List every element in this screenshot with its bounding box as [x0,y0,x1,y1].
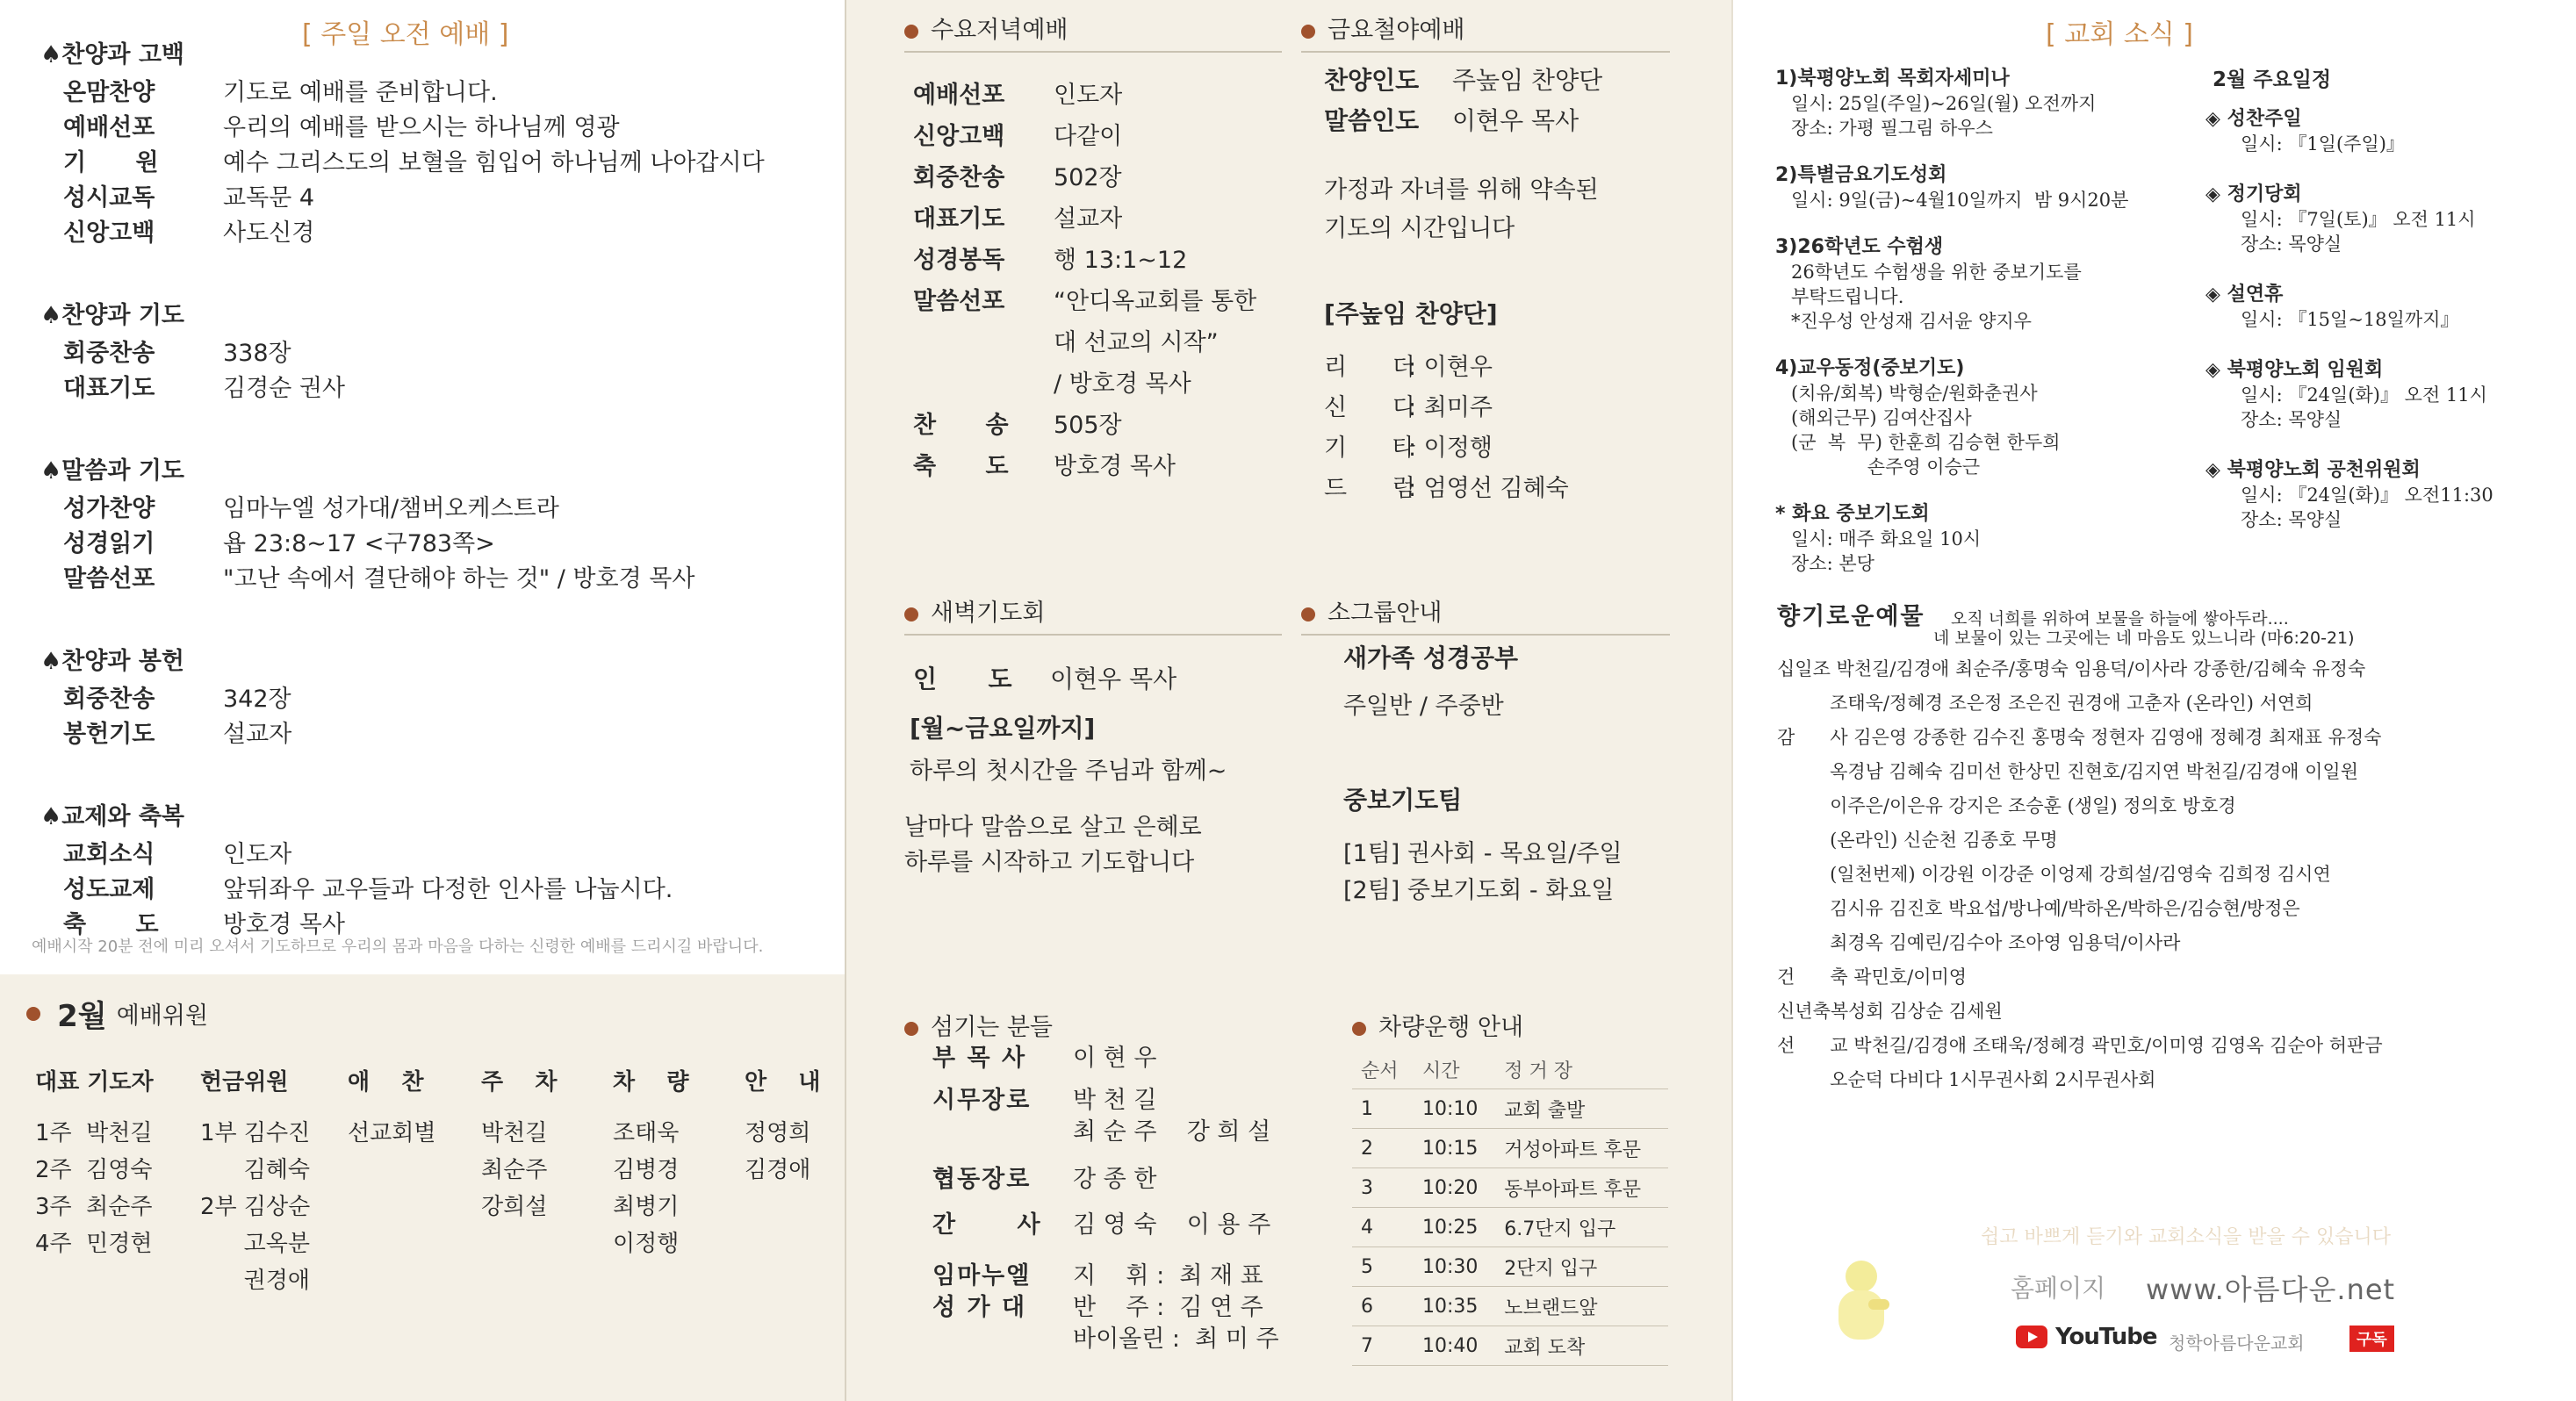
sunday-row-label: 대표기도 [63,375,155,402]
duty-column-head: 안 내 [745,1069,821,1096]
car-table-cell: 거성아파트 후문 [1495,1129,1668,1168]
sunday-row-label: 회중찬송 [63,340,155,367]
duty-cell: 4주 민경현 [35,1231,153,1257]
servers-header [904,1008,1053,1042]
youtube-label: YouTube [2055,1324,2157,1350]
friday-team-value: : 이정행 [1408,435,1493,462]
smallgroup-g2: 중보기도팀 [1343,786,1463,815]
offering-line: 이주은/이은유 강지은 조승훈 (생일) 정의호 방호경 [1777,795,2236,816]
duty-cell: 권경애 [200,1268,310,1294]
sunday-group-heading: ♠교제와 축복 [40,803,185,830]
duty-cell: 김병경 [613,1157,680,1183]
offering-line: 선 교 박천길/김경애 조태욱/정혜경 곽민호/이미영 김영옥 김순아 허판금 [1777,1035,2383,1056]
dawn-line3: 하루를 시작하고 기도합니다 [904,849,1195,876]
friday-order [1324,61,1693,518]
news-item-line: 손주영 이승근 [1791,456,1981,478]
wednesday-row-value: 502장 [1054,164,1122,191]
wednesday-row-label: 성경봉독 [913,247,1005,274]
sunday-row-label: 회중찬송 [63,686,155,713]
car-table-wrap [1352,1050,1668,1366]
car-table-cell: 10:25 [1414,1208,1495,1247]
duty-cell: 최병기 [613,1194,680,1220]
duty-cell: 최순주 [481,1157,548,1183]
footer-line: 쉽고 바쁘게 듣기와 교회소식을 받을 수 있습니다 [1981,1226,2392,1248]
servers-row-value: 김 영 숙 이 용 주 [1073,1211,1271,1239]
news-item-head: 2)특별금요기도성회 [1775,164,1947,186]
news-item-line: (군 복 무) 한훈희 김승현 한두희 [1791,432,2061,453]
friday-rule [1301,51,1670,53]
youtube-icon [2016,1326,2047,1348]
wednesday-row-label: 축 도 [913,453,1009,480]
sunday-row-label: 신앙고백 [63,219,155,247]
news-item-head: 4)교우동정(중보기도) [1775,357,1965,379]
smallgroup-title: 소그룹안내 [1328,600,1443,627]
sunday-row-label: 온맘찬양 [63,79,155,106]
wednesday-row-value: 다같이 [1054,123,1123,150]
car-table-cell: 동부아파트 후문 [1495,1168,1668,1208]
wednesday-row-value: “안디옥교회를 통한 [1054,288,1257,315]
duty-month: 2월 [57,999,107,1034]
dawn-leader-label: 인 도 [913,665,1012,693]
friday-team-label: 드 럼 [1324,475,1415,502]
friday-team-label: 신 디 [1324,394,1415,421]
car-table-cell: 10:15 [1414,1129,1495,1168]
car-table-cell: 10:30 [1414,1247,1495,1287]
feb-item-line: 일시: 『1일(주일)』 [2241,133,2405,154]
dawn-bullet-icon [904,607,918,621]
dawn-rule [904,634,1282,636]
car-table [1352,1050,1668,1366]
duty-cell: 이정행 [613,1231,680,1257]
feb-item-line: 일시: 『7일(토)』 오전 11시 [2241,209,2476,230]
car-table-cell: 1 [1352,1089,1414,1129]
wednesday-row-label: 신앙고백 [913,123,1005,150]
wednesday-row-label: 대표기도 [913,205,1005,233]
car-table-cell: 10:40 [1414,1326,1495,1366]
sunday-row-value: 기도로 예배를 준비합니다. [223,79,498,106]
offering-line: 십일조 박천길/김경애 최순주/홍명숙 임용덕/이사라 강종한/김혜숙 유정숙 [1777,658,2366,679]
wednesday-row-value: 대 선교의 시작” [1054,329,1219,356]
fold-line-1 [845,0,846,1401]
sunday-row-label: 기 원 [63,149,159,176]
feb-schedule [2205,104,2574,578]
servers-title: 섬기는 분들 [931,1014,1053,1041]
duty-column-head: 대표 기도자 [35,1069,154,1096]
friday-team-title: [주높임 찬양단] [1324,299,1498,328]
dawn-line1: 하루의 첫시간을 주님과 함께~ [910,758,1227,785]
car-table-header-row [1352,1050,1668,1089]
wednesday-row-value: 방호경 목사 [1054,453,1176,480]
news-item-head: 3)26학년도 수험생 [1775,236,1944,258]
feb-item-head: ◈ 북평양노회 공천위원회 [2205,459,2421,481]
homepage-link[interactable]: www.아름다운.net [2146,1273,2396,1306]
duty-cell: 고옥분 [200,1231,310,1257]
sunday-group-heading: ♠찬양과 기도 [40,302,185,329]
news-item-line: 부탁드립니다. [1791,286,1904,307]
car-table-header: 정 거 장 [1495,1050,1668,1089]
sunday-order [40,35,831,938]
offering-line: 조태욱/정혜경 조은정 조은진 권경애 고춘자 (온라인) 서연희 [1777,693,2313,714]
friday-team-label: 리 더 [1324,354,1415,381]
duty-cell: 김혜숙 [200,1157,310,1183]
sunday-group-heading: ♠말씀과 기도 [40,457,185,485]
offering-line: 최경옥 김예린/김수아 조아영 임용덕/이사라 [1777,932,2181,953]
friday-bullet-icon [1301,25,1315,39]
smallgroup-g1: 새가족 성경공부 [1343,643,1519,672]
sunday-row-label: 봉헌기도 [63,721,155,748]
sunday-row-label: 성가찬양 [63,495,155,522]
car-table-cell: 2단지 입구 [1495,1247,1668,1287]
car-table-cell: 6.7단지 입구 [1495,1208,1668,1247]
friday-team-value: : 최미주 [1408,394,1493,421]
duty-table [35,1064,825,1389]
car-table-row [1352,1247,1668,1287]
servers-row-label: 임마누엘 성 가 대 [932,1262,1032,1321]
wednesday-row-label: 말씀선포 [913,288,1005,315]
offering-line: 김시유 김진호 박요섭/방나예/박하온/박하은/김승현/방정은 [1777,898,2300,919]
duty-cell: 2주 김영숙 [35,1157,153,1183]
car-table-row [1352,1168,1668,1208]
sunday-row-value: 방호경 목사 [223,911,345,938]
news-item-line: 장소: 가평 필그림 하우스 [1791,118,1993,139]
subscribe-button[interactable]: 구독 [2349,1326,2394,1352]
smallgroup-header [1301,593,1442,628]
news-item-line: 장소: 본당 [1791,553,1874,574]
wednesday-order [913,75,1299,514]
duty-column-head: 애 찬 [348,1069,424,1096]
wednesday-title: 수요저녁예배 [931,17,1069,44]
smallgroup-g2-item-2: [2팀] 중보기도회 - 화요일 [1343,877,1615,904]
friday-header [1301,11,1465,45]
wednesday-rule [904,51,1282,53]
duty-cell: 선교회별 [348,1120,436,1146]
car-table-cell: 2 [1352,1129,1414,1168]
dawn-line2: 날마다 말씀으로 살고 은혜로 [904,814,1202,841]
friday-title: 금요철야예배 [1328,17,1465,44]
feb-item-head: ◈ 북평양노회 임원회 [2205,359,2384,381]
sunday-row-value: 사도신경 [223,219,315,247]
car-table-cell: 3 [1352,1168,1414,1208]
friday-row-label: 말씀인도 [1324,106,1420,135]
car-table-cell: 4 [1352,1208,1414,1247]
car-table-row [1352,1089,1668,1129]
homepage-label: 홈페이지 [2011,1274,2106,1303]
car-table-cell: 10:20 [1414,1168,1495,1208]
servers-bullet-icon [904,1022,918,1036]
smallgroup-g2-item-1: [1팀] 권사회 - 목요일/주일 [1343,840,1623,867]
car-table-header: 시간 [1414,1050,1495,1089]
news-item-line: 26학년도 수험생을 위한 중보기도를 [1791,262,2082,283]
sunday-row-value: 임마누엘 성가대/챔버오케스트라 [223,495,559,522]
sunday-row-value: "고난 속에서 결단해야 하는 것" / 방호경 목사 [223,565,695,593]
duty-cell: 2부 김상순 [200,1194,311,1220]
duty-cell: 1부 김수진 [200,1120,311,1146]
news-item-line: (치유/회복) 박형순/원화춘권사 [1791,383,2038,404]
sunday-row-value: 342장 [223,686,291,713]
wednesday-row-value: 505장 [1054,412,1122,439]
duty-header [26,992,208,1035]
smallgroup-rule [1301,634,1670,636]
sunday-row-value: 338장 [223,340,291,367]
car-table-cell: 노브랜드앞 [1495,1287,1668,1326]
duty-cell: 정영희 [745,1120,811,1146]
feb-item-head: ◈ 설연휴 [2205,284,2284,305]
servers-list [932,1043,1319,1394]
wednesday-row-label: 찬 송 [913,412,1009,439]
sunday-row-label: 교회소식 [63,841,155,868]
offering-title: 향기로운예물 [1777,603,1925,630]
duty-bullet-icon [26,1007,40,1021]
servers-row-label: 협동장로 [932,1166,1032,1193]
dawn-title: 새벽기도회 [931,600,1046,627]
sunday-row-value: 교독문 4 [223,184,315,212]
feb-item-head: ◈ 성찬주일 [2205,108,2302,130]
duty-cell: 3주 최순주 [35,1194,153,1220]
sunday-group-heading: ♠찬양과 고백 [40,41,185,68]
sunday-row-value: 예수 그리스도의 보혈을 힘입어 하나님께 나아갑시다 [223,149,765,176]
sunday-row-value: 인도자 [223,841,292,868]
offering-list [1777,655,2567,1111]
car-table-cell: 7 [1352,1326,1414,1366]
wednesday-row-label: 회중찬송 [913,164,1005,191]
duty-column-head: 주 차 [481,1069,558,1096]
duty-column-head: 차 량 [613,1069,689,1096]
duty-cell: 박천길 [481,1120,548,1146]
dawn-header [904,593,1045,628]
news-items [1775,63,2197,590]
duty-cell: 1주 박천길 [35,1120,153,1146]
sunday-row-label: 성도교제 [63,876,155,903]
car-table-cell: 6 [1352,1287,1414,1326]
offering-line: 오순덕 다비다 1시무권사회 2시무권사회 [1777,1069,2156,1090]
smallgroup-g1-desc: 주일반 / 주중반 [1343,693,1504,720]
feb-item-head: ◈ 정기당회 [2205,183,2302,205]
news-item-line: 일시: 25일(주일)~26일(월) 오전까지 [1791,93,2097,114]
car-table-row [1352,1287,1668,1326]
channel-name: 청학아름다운교회 [2169,1333,2305,1354]
car-bullet-icon [1352,1022,1366,1036]
offering-header [1777,597,1925,631]
wednesday-row-value: 인도자 [1054,82,1123,109]
car-table-row [1352,1129,1668,1168]
car-table-header: 순서 [1352,1050,1414,1089]
friday-desc: 가정과 자녀를 위해 약속된 [1324,176,1599,204]
offering-line: (일천번제) 이강원 이강준 이엉제 강희설/김영숙 김희정 김시연 [1777,864,2331,885]
mascot-icon [1819,1247,1903,1343]
offering-line: 감 사 김은영 강종한 김수진 홍명숙 정현자 김영애 정혜경 최재표 유정숙 [1777,727,2382,748]
servers-row-label: 간 사 [932,1211,1042,1239]
servers-row-value: 이 현 우 [1073,1045,1157,1072]
offering-line: 건 축 곽민호/이미영 [1777,966,1968,988]
sunday-row-label: 말씀선포 [63,565,155,593]
car-header [1352,1008,1523,1042]
offering-verse1: 오직 너희를 위하여 보물을 하늘에 쌓아두라.... [1951,609,2289,629]
friday-desc: 기도의 시간입니다 [1324,215,1515,242]
wednesday-bullet-icon [904,25,918,39]
friday-team-value: : 이현우 [1408,354,1493,381]
car-table-cell: 10:35 [1414,1287,1495,1326]
friday-team-value: : 엄영선 김혜숙 [1408,475,1569,502]
friday-row-label: 찬양인도 [1324,66,1420,95]
servers-row-value: 지 휘 : 최 재 표 반 주 : 김 연 주 바이올린 : 최 미 주 [1073,1262,1279,1353]
feb-item-line: 일시: 『24일(화)』 오전11:30 [2241,485,2493,506]
wednesday-row-value: 설교자 [1054,205,1123,233]
sunday-title: [ 주일 오전 예배 ] [302,19,509,50]
feb-item-line: 장소: 목양실 [2241,409,2342,430]
sunday-note: 예배시작 20분 전에 미리 오셔서 기도하므로 우리의 몸과 마음을 다하는 신령한 예배를 드리시길 바랍니다. [32,938,764,956]
offering-line: (온라인) 신순천 김종호 무명 [1777,830,2058,851]
duty-title: 예배위원 [116,1002,209,1030]
car-table-cell: 교회 도착 [1495,1326,1668,1366]
wednesday-row-label: 예배선포 [913,82,1005,109]
car-table-cell: 교회 출발 [1495,1089,1668,1129]
sunday-row-label: 성시교독 [63,184,155,212]
mascot-image [1819,1247,1903,1343]
offering-line: 신년축복성회 김상순 김세원 [1777,1001,2003,1022]
servers-row-value: 강 종 한 [1073,1166,1157,1193]
sunday-row-label: 예배선포 [63,114,155,141]
duty-cell: 강희설 [481,1194,548,1220]
duty-cell: 조태욱 [613,1120,680,1146]
news-item-head: 1)북평양노회 목회자세미나 [1775,68,2010,90]
duty-cell: 김경애 [745,1157,811,1183]
sunday-row-label: 축 도 [63,911,159,938]
dawn-sub: [월~금요일까지] [910,714,1096,743]
car-table-cell: 5 [1352,1247,1414,1287]
feb-title: 2월 주요일정 [2213,68,2332,91]
servers-row-label: 시무장로 [932,1087,1032,1114]
feb-item-line: 장소: 목양실 [2241,234,2342,255]
sunday-row-label: 성경읽기 [63,530,155,557]
feb-item-line: 장소: 목양실 [2241,509,2342,530]
news-item-line: (해외근무) 김여산집사 [1791,407,1972,428]
sunday-row-value: 설교자 [223,721,292,748]
friday-team-label: 기 타 [1324,435,1415,462]
feb-item-line: 일시: 『15일~18일까지』 [2241,309,2459,330]
wednesday-row-value: 행 13:1~12 [1054,247,1188,274]
news-title: [ 교회 소식 ] [2046,19,2193,50]
car-table-cell: 10:10 [1414,1089,1495,1129]
car-title: 차량운행 안내 [1378,1014,1524,1041]
news-item-head: * 화요 중보기도회 [1775,503,1930,525]
sunday-row-value: 욥 23:8~17 <구783쪽> [223,530,495,557]
offering-line: 옥경남 김혜숙 김미선 한상민 진현호/김지연 박천길/김경애 이일원 [1777,761,2358,782]
news-item-line: *진우성 안성재 김서윤 양지우 [1791,311,2032,332]
sunday-row-value: 앞뒤좌우 교우들과 다정한 인사를 나눕시다. [223,876,673,903]
dawn-leader: 이현우 목사 [1050,665,1177,693]
feb-item-line: 일시: 『24일(화)』 오전 11시 [2241,384,2487,406]
friday-row-value: 주높임 찬양단 [1452,66,1603,95]
offering-verse2: 네 보물이 있는 그곳에는 네 마음도 있느니라 (마6:20-21) [1933,629,2355,648]
sunday-row-value: 김경순 권사 [223,375,345,402]
smallgroup-bullet-icon [1301,607,1315,621]
news-item-line: 일시: 9일(금)~4월10일까지 밤 9시20분 [1791,190,2129,211]
servers-row-value: 박 천 길 최 순 주 강 희 설 [1073,1087,1271,1146]
sunday-row-value: 우리의 예배를 받으시는 하나님께 영광 [223,114,620,141]
car-table-row [1352,1326,1668,1366]
youtube-link[interactable] [2016,1324,2157,1350]
fold-line-2 [1731,0,1733,1401]
servers-row-label: 부 목 사 [932,1045,1027,1072]
news-item-line: 일시: 매주 화요일 10시 [1791,528,1982,550]
wednesday-header [904,11,1069,45]
car-table-row [1352,1208,1668,1247]
sunday-group-heading: ♠찬양과 봉헌 [40,648,185,675]
friday-row-value: 이현우 목사 [1452,106,1579,135]
wednesday-row-value: / 방호경 목사 [1054,370,1191,398]
duty-column-head: 헌금위원 [200,1069,289,1096]
